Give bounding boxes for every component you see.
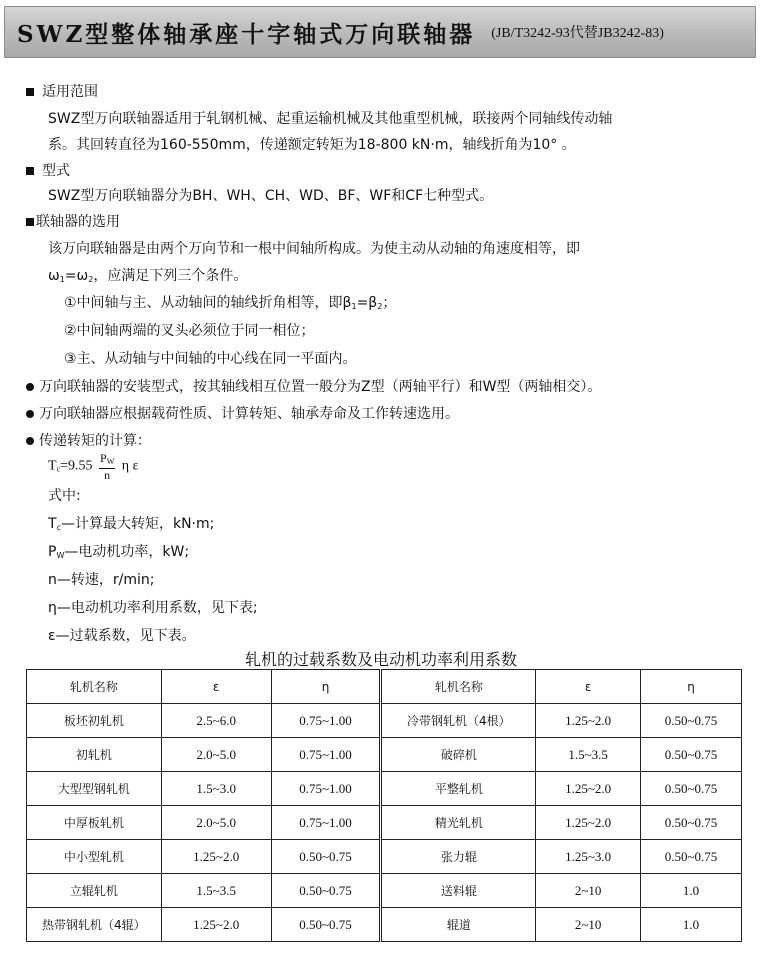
subscript: 2	[377, 302, 383, 311]
bullet-install	[26, 378, 601, 396]
epsilon-cell: 1.25~3.0	[536, 840, 641, 874]
table-row	[27, 874, 742, 908]
mill-name-cell: 精光轧机	[381, 806, 536, 840]
condition-3: ③主、从动轴与中间轴的中心线在同一平面内。	[64, 351, 357, 367]
definition-pw	[48, 543, 189, 565]
equals-beta: =β	[356, 295, 378, 311]
eta-cell: 0.50~0.75	[271, 874, 381, 908]
section-type-heading	[26, 162, 70, 180]
round-bullet-icon	[26, 410, 34, 418]
bullet-text: 传递转矩的计算：	[39, 433, 151, 449]
definitions-where: 式中:	[48, 488, 81, 504]
eta-cell: 0.50~0.75	[641, 840, 742, 874]
eta-cell: 0.50~0.75	[271, 908, 381, 942]
epsilon-cell: 1.25~2.0	[536, 704, 641, 738]
mill-name-cell: 立辊轧机	[27, 874, 162, 908]
definition-n: n—转速，r/min;	[48, 572, 155, 588]
selection-line-1: 该万向联轴器是由两个万向节和一根中间轴所构成。为使主动从动轴的角速度相等，即	[48, 241, 580, 257]
symbol: P	[48, 544, 57, 560]
type-line-1: SWZ型万向联轴器分为BH、WH、CH、WD、BF、WF和CF七种型式。	[48, 188, 494, 204]
eta-cell: 0.50~0.75	[641, 704, 742, 738]
mill-name-cell: 板坯初轧机	[27, 704, 162, 738]
formula-coefficients: η ε	[121, 458, 139, 474]
mill-name-cell: 中小型轧机	[27, 840, 162, 874]
eta-cell: 1.0	[641, 874, 742, 908]
table-row	[27, 908, 742, 942]
header-cell: ε	[536, 670, 641, 704]
mill-name-cell: 大型型钢轧机	[27, 772, 162, 806]
formula-fraction	[99, 452, 115, 481]
section-selection-heading	[26, 213, 120, 231]
subscript: W	[56, 551, 65, 560]
header-cell: η	[641, 670, 742, 704]
header-cell: 轧机名称	[27, 670, 162, 704]
symbol: T	[48, 516, 57, 532]
table-body	[27, 670, 742, 942]
bullet-select	[26, 405, 459, 423]
semicolon: ；	[382, 295, 397, 311]
condition-1	[64, 294, 396, 316]
definition-tc	[48, 515, 214, 537]
table-row	[27, 704, 742, 738]
title-bar	[4, 6, 756, 58]
square-bullet-icon	[26, 88, 34, 96]
numerator-symbol: P	[100, 451, 107, 465]
mill-name-cell: 初轧机	[27, 738, 162, 772]
epsilon-cell: 1.5~3.5	[161, 874, 271, 908]
table-title: 轧机的过载系数及电动机功率利用系数	[244, 650, 517, 669]
eta-cell: 0.75~1.00	[271, 738, 381, 772]
equals-omega: =ω	[64, 268, 89, 284]
standard-code: (JB/T3242-93代替JB3242-83)	[491, 26, 664, 41]
eta-cell: 0.50~0.75	[641, 806, 742, 840]
definition-text: —计算最大转矩，kN·m;	[60, 516, 215, 532]
definition-eta: η—电动机功率利用系数，见下表;	[48, 600, 258, 616]
torque-formula	[48, 452, 138, 484]
eta-cell: 0.75~1.00	[271, 806, 381, 840]
epsilon-cell: 2~10	[536, 874, 641, 908]
epsilon-cell: 2.0~5.0	[161, 806, 271, 840]
mill-name-cell: 送料辊	[381, 874, 536, 908]
definition-epsilon: ε—过载系数，见下表。	[48, 628, 196, 644]
formula-symbol: T	[48, 458, 57, 474]
mill-name-cell: 张力辊	[381, 840, 536, 874]
condition-2: ②中间轴两端的叉头必须位于同一相位；	[64, 323, 315, 339]
heading-text: 联轴器的选用	[36, 214, 120, 230]
fraction-numerator	[99, 452, 115, 469]
mill-name-cell: 破碎机	[381, 738, 536, 772]
subscript: c	[56, 523, 61, 532]
definition-text: —电动机功率，kW;	[64, 544, 190, 560]
epsilon-cell: 1.25~2.0	[161, 840, 271, 874]
subscript: 1	[351, 302, 357, 311]
table-row	[27, 840, 742, 874]
subscript: c	[56, 464, 61, 474]
heading-text: 型式	[42, 163, 70, 179]
subscript: 1	[59, 275, 65, 284]
epsilon-cell: 1.5~3.5	[536, 738, 641, 772]
eta-cell: 0.50~0.75	[641, 772, 742, 806]
epsilon-cell: 1.25~2.0	[536, 806, 641, 840]
subscript: 2	[88, 275, 94, 284]
formula-constant: =9.55	[60, 458, 93, 474]
mill-name-cell: 平整轧机	[381, 772, 536, 806]
eta-cell: 1.0	[641, 908, 742, 942]
page-title: SWZ型整体轴承座十字轴式万向联轴器	[17, 20, 476, 48]
omega-symbol: ω	[48, 268, 60, 284]
header-cell: 轧机名称	[381, 670, 536, 704]
epsilon-cell: 2~10	[536, 908, 641, 942]
mill-name-cell: 中厚板轧机	[27, 806, 162, 840]
table-row	[27, 772, 742, 806]
epsilon-cell: 1.25~2.0	[536, 772, 641, 806]
eta-cell: 0.50~0.75	[271, 840, 381, 874]
epsilon-cell: 1.25~2.0	[161, 908, 271, 942]
epsilon-cell: 2.0~5.0	[161, 738, 271, 772]
eta-cell: 0.75~1.00	[271, 704, 381, 738]
selection-line-2	[48, 267, 247, 289]
table-row	[27, 738, 742, 772]
condition-lead: ，应满足下列三个条件。	[93, 268, 248, 284]
scope-line-1: SWZ型万向联轴器适用于轧钢机械、起重运输机械及其他重型机械，联接两个同轴线传动轴	[48, 111, 613, 127]
round-bullet-icon	[26, 383, 34, 391]
eta-cell: 0.75~1.00	[271, 772, 381, 806]
bullet-torque	[26, 432, 151, 450]
square-bullet-icon	[26, 218, 34, 226]
mill-name-cell: 辊道	[381, 908, 536, 942]
table-header-row	[27, 670, 742, 704]
section-scope-heading	[26, 83, 98, 101]
epsilon-cell: 1.5~3.0	[161, 772, 271, 806]
subscript: W	[106, 457, 115, 466]
epsilon-cell: 2.5~6.0	[161, 704, 271, 738]
heading-text: 适用范围	[42, 84, 98, 100]
bullet-text: 万向联轴器的安装型式，按其轴线相互位置一般分为Z型（两轴平行）和W型（两轴相交）。	[39, 379, 602, 395]
header-cell: ε	[161, 670, 271, 704]
round-bullet-icon	[26, 437, 34, 445]
mill-name-cell: 冷带钢轧机（4根）	[381, 704, 536, 738]
scope-line-2: 系。其回转直径为160-550mm，传递额定转矩为18-800 kN·m，轴线折角为10° 。	[48, 137, 576, 153]
header-cell: η	[271, 670, 381, 704]
eta-cell: 0.50~0.75	[641, 738, 742, 772]
fraction-denominator: n	[104, 468, 111, 482]
mill-name-cell: 热带钢轧机（4辊）	[27, 908, 162, 942]
bullet-text: 万向联轴器应根据载荷性质、计算转矩、轴承寿命及工作转速选用。	[39, 406, 459, 422]
table-row	[27, 806, 742, 840]
condition-text: ①中间轴与主、从动轴间的轴线折角相等，即β	[64, 295, 352, 311]
coefficient-table	[26, 669, 742, 942]
square-bullet-icon	[26, 167, 34, 175]
